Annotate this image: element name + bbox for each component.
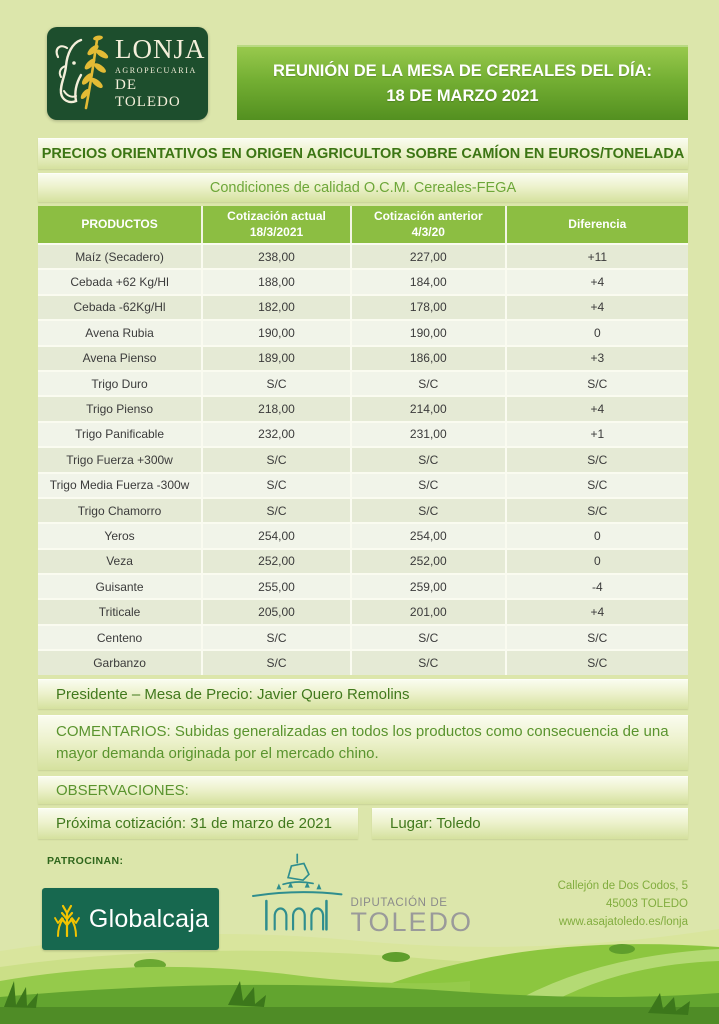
cell-product: Cebada -62Kg/Hl [38, 294, 203, 319]
table-row [38, 446, 688, 471]
table-row [38, 522, 688, 547]
cell-product: Trigo Media Fuerza -300w [38, 472, 203, 497]
table-row [38, 421, 688, 446]
price-table [38, 206, 688, 675]
diputacion-wordmark [350, 897, 473, 948]
cell-current: 254,00 [203, 522, 352, 547]
cell-previous: 184,00 [352, 268, 507, 293]
diputacion-line2: TOLEDO [350, 907, 473, 937]
cell-current: 188,00 [203, 268, 352, 293]
table-row [38, 294, 688, 319]
column-header-label: Cotización anterior [373, 208, 483, 223]
cell-diff: 0 [507, 522, 688, 547]
table-row [38, 472, 688, 497]
logo-line1: LONJA [115, 34, 206, 64]
cell-product: Trigo Pienso [38, 395, 203, 420]
cell-previous: 227,00 [352, 243, 507, 268]
column-header-sublabel: 18/3/2021 [249, 224, 304, 239]
cell-current: S/C [203, 649, 352, 674]
cell-product: Trigo Duro [38, 370, 203, 395]
cell-current: 189,00 [203, 345, 352, 370]
table-row [38, 370, 688, 395]
quality-conditions-bar: Condiciones de calidad O.C.M. Cereales-FEGA [38, 173, 688, 202]
cell-current: S/C [203, 370, 352, 395]
next-quotation-bar: Próxima cotización: 31 de marzo de 2021 [38, 808, 358, 839]
globalcaja-wheat-icon [52, 901, 82, 937]
cell-diff: +1 [507, 421, 688, 446]
column-header-label: Diferencia [568, 216, 627, 231]
logo-line3: DE TOLEDO [115, 77, 181, 110]
globalcaja-logo [42, 888, 219, 950]
cell-current: S/C [203, 472, 352, 497]
cell-diff: S/C [507, 624, 688, 649]
cell-diff: +4 [507, 598, 688, 623]
cell-diff: 0 [507, 319, 688, 344]
table-row [38, 345, 688, 370]
contact-address [558, 878, 688, 931]
lonja-logo [47, 27, 208, 120]
cell-product: Avena Pienso [38, 345, 203, 370]
cell-previous: S/C [352, 649, 507, 674]
column-header-difference [507, 206, 688, 243]
cell-product: Trigo Chamorro [38, 497, 203, 522]
cell-product: Triticale [38, 598, 203, 623]
cell-previous: 178,00 [352, 294, 507, 319]
column-header-previous [352, 206, 507, 243]
cell-current: 205,00 [203, 598, 352, 623]
cell-current: 255,00 [203, 573, 352, 598]
cell-product: Garbanzo [38, 649, 203, 674]
cell-diff: S/C [507, 649, 688, 674]
cell-diff: S/C [507, 497, 688, 522]
logo-line2: AGROPECUARIA [115, 66, 197, 75]
cell-product: Maíz (Secadero) [38, 243, 203, 268]
table-row [38, 497, 688, 522]
cell-diff: +11 [507, 243, 688, 268]
cell-product: Veza [38, 548, 203, 573]
lonja-logo-text [115, 36, 206, 111]
cell-previous: S/C [352, 497, 507, 522]
cell-previous: 231,00 [352, 421, 507, 446]
location-bar: Lugar: Toledo [372, 808, 688, 839]
cell-diff: +4 [507, 395, 688, 420]
cell-diff: S/C [507, 472, 688, 497]
table-row [38, 598, 688, 623]
cell-current: 232,00 [203, 421, 352, 446]
price-table-header [38, 206, 688, 243]
observations-bar: OBSERVACIONES: [38, 776, 688, 804]
cell-diff: +4 [507, 268, 688, 293]
address-line2: 45003 TOLEDO [605, 897, 688, 910]
cell-previous: 252,00 [352, 548, 507, 573]
cell-previous: 214,00 [352, 395, 507, 420]
cell-previous: 259,00 [352, 573, 507, 598]
address-line3: www.asajatoledo.es/lonja [558, 915, 688, 928]
cell-current: 190,00 [203, 319, 352, 344]
comments-bar: COMENTARIOS: Subidas generalizadas en todos los productos como consecuencia de una mayor demanda originada por el mercado chino. [38, 715, 688, 770]
table-row [38, 649, 688, 674]
column-header-sublabel: 4/3/20 [411, 224, 445, 239]
cell-previous: S/C [352, 446, 507, 471]
price-table-body [38, 243, 688, 675]
president-bar: Presidente – Mesa de Precio: Javier Quero Remolins [38, 679, 688, 709]
diputacion-line1: DIPUTACIÓN DE [350, 897, 448, 909]
cell-current: 218,00 [203, 395, 352, 420]
cell-product: Centeno [38, 624, 203, 649]
cell-diff: S/C [507, 446, 688, 471]
cell-diff: S/C [507, 370, 688, 395]
cell-product: Trigo Panificable [38, 421, 203, 446]
column-header-products [38, 206, 203, 243]
cell-product: Yeros [38, 522, 203, 547]
table-row [38, 395, 688, 420]
cell-current: S/C [203, 624, 352, 649]
column-header-label: Cotización actual [227, 208, 326, 223]
table-row [38, 624, 688, 649]
cell-previous: 190,00 [352, 319, 507, 344]
cell-previous: 201,00 [352, 598, 507, 623]
table-row [38, 243, 688, 268]
table-row [38, 573, 688, 598]
diputacion-building-icon [248, 844, 346, 948]
address-line1: Callejón de Dos Codos, 5 [557, 880, 688, 892]
banner-line1: REUNIÓN DE LA MESA DE CEREALES DEL DÍA: [273, 61, 652, 80]
meeting-banner [237, 45, 688, 120]
prices-title-bar: PRECIOS ORIENTATIVOS EN ORIGEN AGRICULTOR SOBRE CAMÍON EN EUROS/TONELADA [38, 138, 688, 169]
cell-current: 238,00 [203, 243, 352, 268]
sponsors-label: PATROCINAN: [47, 855, 124, 867]
cell-current: 182,00 [203, 294, 352, 319]
cell-diff: +4 [507, 294, 688, 319]
table-row [38, 319, 688, 344]
cell-current: S/C [203, 497, 352, 522]
cell-previous: 186,00 [352, 345, 507, 370]
diputacion-toledo-logo [248, 842, 473, 948]
cell-product: Trigo Fuerza +300w [38, 446, 203, 471]
cell-product: Avena Rubia [38, 319, 203, 344]
cell-previous: 254,00 [352, 522, 507, 547]
table-row [38, 548, 688, 573]
globalcaja-wordmark: Globalcaja [88, 904, 210, 933]
column-header-label: PRODUCTOS [81, 216, 158, 231]
banner-line2: 18 DE MARZO 2021 [386, 86, 539, 105]
bull-and-wheat-icon [51, 34, 113, 114]
cell-product: Cebada +62 Kg/Hl [38, 268, 203, 293]
cell-diff: +3 [507, 345, 688, 370]
cell-product: Guisante [38, 573, 203, 598]
cell-current: 252,00 [203, 548, 352, 573]
cell-diff: -4 [507, 573, 688, 598]
table-row [38, 268, 688, 293]
cell-previous: S/C [352, 624, 507, 649]
cell-previous: S/C [352, 472, 507, 497]
cell-diff: 0 [507, 548, 688, 573]
cell-current: S/C [203, 446, 352, 471]
column-header-current [203, 206, 352, 243]
cell-previous: S/C [352, 370, 507, 395]
